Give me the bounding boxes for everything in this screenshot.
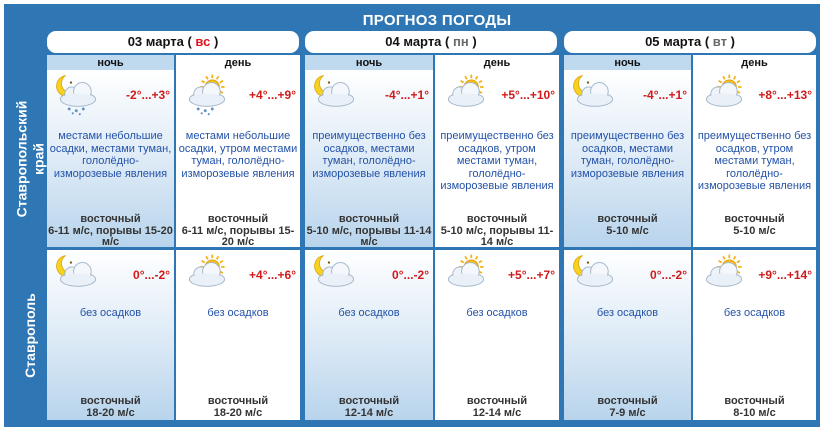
precipitation-description: местами небольшие осадки, местами туман, гололёдно-изморозевые явления	[49, 130, 172, 180]
date-header-3	[564, 31, 816, 53]
wind-speed: 5-10 м/с	[733, 224, 776, 237]
precipitation-description: преимущественно без осадков, утром местами туман, гололёдно-изморозевые явления	[440, 130, 554, 192]
moon-cloud-snow-icon	[51, 72, 105, 116]
phase-night-3: ночь	[564, 55, 691, 71]
precipitation-description: без осадков	[338, 307, 400, 319]
wind-info	[306, 214, 432, 247]
weekday-label: вт	[712, 34, 727, 49]
temperature: +5°...+10°	[501, 88, 555, 102]
temperature: -4°...+1°	[643, 88, 687, 102]
wind-speed: 12-14 м/с	[344, 406, 394, 419]
paren-close: )	[730, 34, 735, 49]
precipitation-description: без осадков	[596, 307, 659, 319]
temperature: +8°...+13°	[758, 88, 812, 102]
forecast-cell-day	[176, 250, 300, 420]
wind-direction: восточный	[724, 213, 785, 225]
region-label-city	[10, 250, 50, 420]
wind-speed: 12-14 м/с	[472, 406, 522, 419]
snow-shape	[68, 108, 85, 116]
precipitation-description: преимущественно без осадков, местами туман, гололёдно-изморозевые явления	[570, 130, 685, 180]
forecast-table	[4, 4, 820, 427]
temperature: -4°...+1°	[385, 88, 429, 102]
wind-info	[306, 396, 432, 419]
snow-shape	[197, 108, 214, 116]
wind-speed: 6-11 м/с, порывы 15-20 м/с	[48, 224, 173, 247]
precipitation-description: преимущественно без осадков, местами туман, гололёдно-изморозевые явления	[312, 130, 426, 180]
wind-info	[177, 214, 299, 247]
region-name: Ставрополь	[21, 292, 38, 378]
precipitation-description: без осадков	[723, 307, 786, 319]
wind-speed: 18-20 м/с	[213, 406, 263, 419]
wind-info	[48, 396, 173, 419]
wind-direction: восточный	[80, 213, 141, 225]
wind-info	[436, 214, 558, 247]
moon-cloud-icon	[51, 252, 105, 296]
region-label-krai	[10, 70, 50, 247]
cloud-shape	[60, 263, 95, 287]
moon-cloud-icon	[309, 72, 363, 116]
wind-direction: восточный	[466, 395, 528, 407]
wind-speed: 5-10 м/с, порывы 11-14 м/с	[440, 224, 554, 247]
temperature: +9°...+14°	[758, 268, 812, 282]
sun-cloud-icon	[697, 72, 751, 116]
phase-night-2: ночь	[305, 55, 433, 71]
forecast-cell-day	[693, 250, 816, 420]
paren-open: (	[704, 34, 710, 49]
weekday-label: вс	[195, 34, 211, 49]
temperature: 0°...-2°	[392, 268, 429, 282]
precipitation-description: преимущественно без осадков, утром местами туман, гололёдно-изморозевые явления	[697, 130, 812, 192]
date-header-1	[47, 31, 299, 53]
forecast-cell-day	[435, 70, 559, 247]
region-name: Ставропольский край	[13, 100, 47, 217]
phase-night-1: ночь	[47, 55, 174, 71]
moon-cloud-icon	[309, 252, 363, 296]
temperature: 0°...-2°	[650, 268, 687, 282]
wind-direction: восточный	[80, 395, 141, 407]
wind-info	[48, 214, 173, 247]
wind-speed: 5-10 м/с, порывы 11-14 м/с	[306, 224, 432, 247]
temperature: +5°...+7°	[508, 268, 555, 282]
paren-close: )	[472, 34, 477, 49]
sun-cloud-icon	[180, 252, 234, 296]
date-text: 03 марта	[127, 34, 184, 49]
wind-speed: 5-10 м/с	[606, 224, 649, 237]
wind-direction: восточный	[338, 213, 400, 225]
temperature: +4°...+6°	[249, 268, 296, 282]
phase-day-2: день	[435, 55, 559, 71]
forecast-cell-night	[564, 250, 691, 420]
sun-cloud-icon	[697, 252, 751, 296]
paren-open: (	[187, 34, 192, 49]
cloud-shape	[318, 83, 353, 107]
wind-direction: восточный	[597, 395, 658, 407]
precipitation-description: без осадков	[79, 307, 142, 319]
sun-cloud-icon	[439, 72, 493, 116]
forecast-cell-night	[564, 70, 691, 247]
wind-info	[436, 396, 558, 419]
moon-cloud-icon	[568, 252, 622, 296]
forecast-cell-day	[176, 70, 300, 247]
phase-day-1: день	[176, 55, 300, 71]
wind-direction: восточный	[207, 213, 269, 225]
wind-info	[694, 214, 815, 237]
forecast-cell-night	[47, 250, 174, 420]
wind-info	[694, 396, 815, 419]
forecast-cell-day	[693, 70, 816, 247]
forecast-title: ПРОГНОЗ ПОГОДЫ	[362, 12, 512, 29]
sun-cloud-snow-icon	[180, 72, 234, 116]
forecast-cell-night	[305, 70, 433, 247]
precipitation-description: местами небольшие осадки, утром местами туман, гололёдно-изморозевые явления	[178, 130, 298, 180]
cloud-shape	[60, 83, 95, 107]
forecast-cell-night	[305, 250, 433, 420]
date-text: 04 марта	[385, 34, 442, 49]
paren-close: )	[213, 34, 219, 49]
temperature: 0°...-2°	[133, 268, 170, 282]
wind-speed: 18-20 м/с	[86, 406, 135, 419]
phase-day-3: день	[693, 55, 816, 71]
cloud-shape	[318, 263, 353, 287]
moon-cloud-icon	[568, 72, 622, 116]
wind-speed: 8-10 м/с	[733, 406, 776, 419]
wind-direction: восточный	[338, 395, 400, 407]
wind-info	[565, 396, 690, 419]
precipitation-description: без осадков	[466, 307, 528, 319]
wind-info	[177, 396, 299, 419]
forecast-cell-night	[47, 70, 174, 247]
wind-speed: 6-11 м/с, порывы 15-20 м/с	[181, 224, 295, 247]
wind-direction: восточный	[207, 395, 269, 407]
precipitation-description: без осадков	[207, 307, 269, 319]
weekday-label: пн	[453, 34, 469, 49]
temperature: +4°...+9°	[249, 88, 296, 102]
wind-speed: 7-9 м/с	[609, 406, 646, 419]
wind-info	[565, 214, 690, 237]
wind-direction: восточный	[466, 213, 528, 225]
wind-direction: восточный	[597, 213, 658, 225]
forecast-cell-day	[435, 250, 559, 420]
sun-cloud-icon	[439, 252, 493, 296]
date-text: 05 марта	[645, 34, 702, 49]
cloud-shape	[577, 83, 612, 107]
paren-open: (	[445, 34, 450, 49]
cloud-shape	[577, 263, 612, 287]
wind-direction: восточный	[724, 395, 785, 407]
date-header-2	[305, 31, 557, 53]
temperature: -2°...+3°	[126, 88, 170, 102]
